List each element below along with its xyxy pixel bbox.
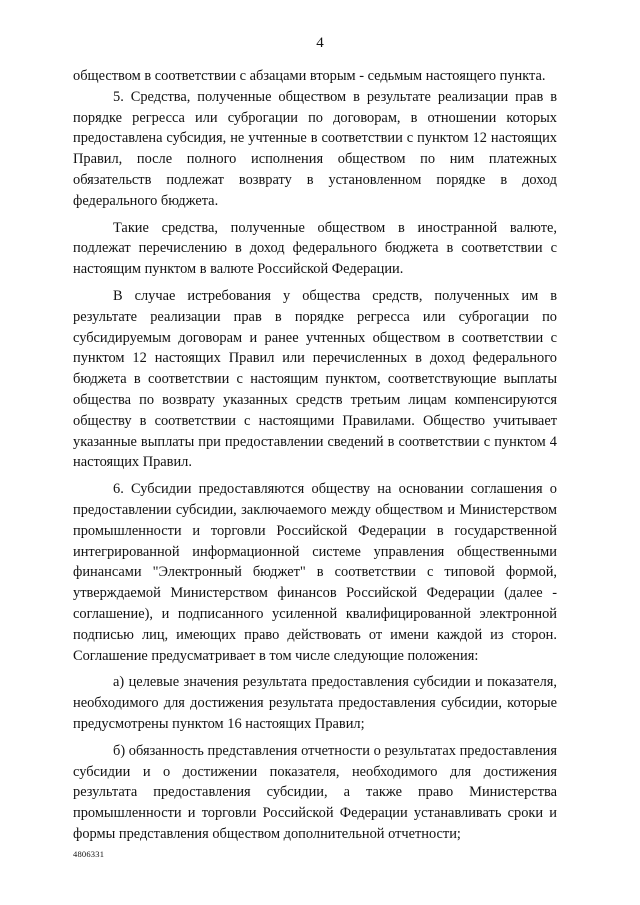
paragraph-item-6: 6. Субсидии предоставляются обществу на основании соглашения о предоставлении субсидии, заключаемого между обществом и Министерством промышленности и торговли Российской Федерации в государственной интегрированной информационной системе управления общественными финансами "Электронный бюджет" в соответствии с типовой формой, утверждаемой Министерством финансов Российской Федерации (далее - соглашение), и подписанного усиленной квалифицированной электронной подписью лиц, имеющих право действовать от имени каждой из сторон. Соглашение предусматривает в том числе следующие положения: (73, 481, 557, 664)
subitem-a: а) целевые значения результата предоставления субсидии и показателя, необходимого для достижения результата предоставления субсидии, которые предусмотрены пунктом 16 настоящих Правил; (73, 674, 557, 732)
page-number: 4 (316, 35, 324, 51)
paragraph-foreign-currency: Такие средства, полученные обществом в иностранной валюте, подлежат перечислению в доход федерального бюджета в соответствии с настоящим пунктом в валюте Российской Федерации. (73, 219, 557, 278)
document-body (73, 66, 557, 845)
paragraph-item-5: 5. Средства, полученные обществом в результате реализации прав в порядке регресса или суброгации по договорам, в отношении которых предоставлена субсидия, не учтенные в соответствии с пунктом 12 настоящих Правил, после полного исполнения обществом по ним платежных обязательств подлежат возврату в установленном порядке в доход федерального бюджета. (73, 88, 557, 209)
paragraph-reclaim-compensation: В случае истребования у общества средств, полученных им в результате реализации прав в порядке регресса или суброгации по субсидируемым договорам и ранее учтенных обществом в соответствии с пунктом 12 настоящих Правил или перечисленных в доход федерального бюджета в соответствии с настоящим пунктом, соответствующие выплаты общества по возврату указанных средств третьим лицам компенсируются обществу в соответствии с настоящими Правилами. Общество учитывает указанные выплаты при предоставлении сведений в соответствии с пунктом 4 настоящих Правил. (73, 287, 557, 471)
subitem-b: б) обязанность представления отчетности о результатах предоставления субсидии и о достижении показателя, необходимого для достижения результата предоставления субсидии, а также право Министерства промышленности и торговли Российской Федерации устанавливать сроки и формы представления обществом дополнительной отчетности; (73, 742, 557, 842)
document-code: 4806331 (73, 849, 105, 859)
paragraph-continuation: обществом в соответствии с абзацами вторым - седьмым настоящего пункта. (73, 68, 546, 84)
